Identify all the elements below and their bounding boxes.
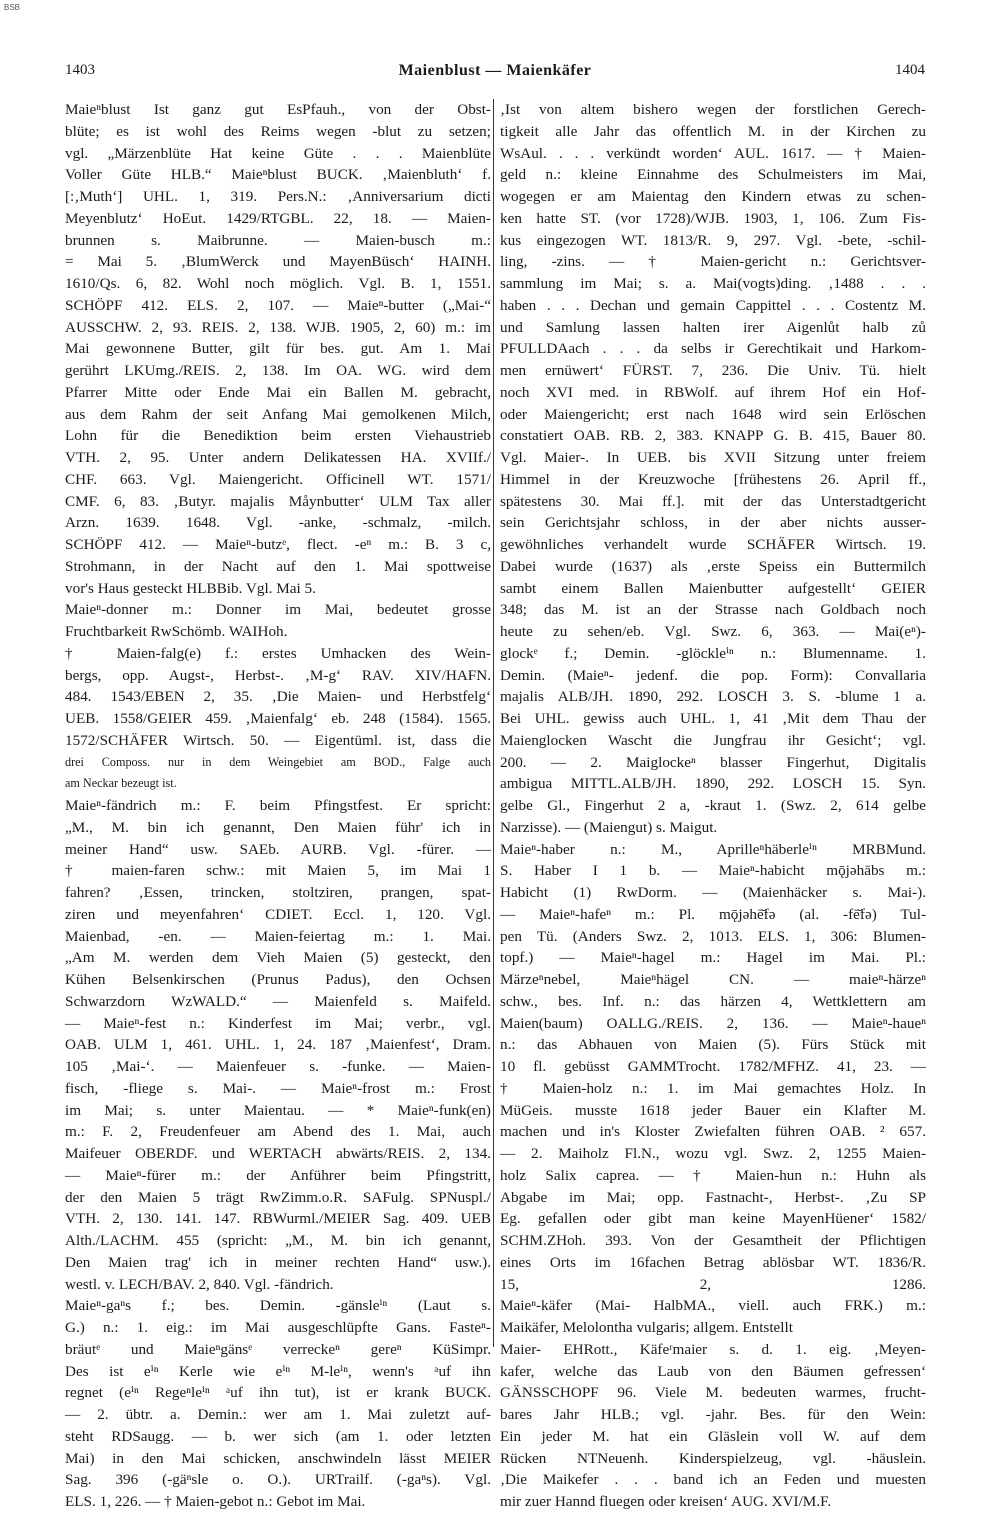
text-line: eines Orts im 16fachen Betrag ablösbar WT. 1836/R. (500, 1253, 926, 1271)
text-line: ziren und meyenfahren‘ CDIET. Eccl. 1, 120. Vgl. (65, 905, 491, 923)
text-line: fahren? ‚Essen, trincken, stoltziren, prangen, spat- (65, 884, 491, 901)
text-line: UEB. 1558/GEIER 459. ‚Maienfalg‘ eb. 248 (1584). 1565. (65, 710, 491, 727)
text-line: Maieⁿ-käfer (Mai- HalbMA., viell. auch FRK.) m.: (500, 1297, 926, 1315)
text-line: PFULLDAach . . . da selbs ir Gerechtikait und Harkom- (500, 340, 926, 358)
right-column (500, 99, 926, 1510)
text-line: schw., bes. Inf. n.: das härzen 4, Wettklettern am (500, 992, 926, 1010)
library-stamp: BSB (4, 3, 21, 12)
text-line: Des ist eⁱⁿ Kerle wie eⁱⁿ M-leⁱⁿ, wenn's ᵃuf ihn (65, 1362, 491, 1380)
text-line: 348; das M. ist an der Strasse nach Goldbach noch (500, 601, 926, 619)
text-line: Maieⁿ-donner m.: Donner im Mai, bedeutet grosse (65, 601, 491, 619)
text-line: vgl. „Märzenblüte Hat keine Güte . . . Maienblüte (65, 144, 491, 162)
text-line: Den Maien trag' ich in meiner rechten Hand“ usw.). (65, 1253, 491, 1271)
column-divider (493, 99, 494, 1347)
text-line: bergs, opp. Augst-, Herbst-. ‚M-g‘ RAV. XIV/HAFN. (65, 666, 491, 684)
text-line: aus dem Rahm der seit Anfang Mai gemolkenen Milch, (65, 405, 491, 423)
text-line: CMF. 6, 83. ‚Butyr. majalis Måynbutter‘ ULM Tax aller (65, 492, 491, 510)
text-line: regnet (eⁱⁿ Regeⁿleⁱⁿ ᵃuf ihn tut), ist er krank BUCK. (65, 1384, 491, 1402)
text-line: oder Maiengericht; erst nach 1648 wird sein Erlöschen (500, 405, 926, 423)
text-line: Maien(baum) OALLG./REIS. 2, 136. — Maieⁿ-haueⁿ (500, 1014, 926, 1032)
text-line: steht RDSaugg. — b. wer sich (am 1. oder letzten (65, 1427, 491, 1445)
text-line: — Maieⁿ-hafeⁿ m.: Pl. mǭjəhē̆fə (al. -fē̆fə) Tul- (500, 905, 926, 923)
text-line: holz Salix caprea. — † Maien-hun n.: Huhn als (500, 1166, 926, 1184)
text-line: Abgabe im Mai; opp. Fastnacht-, Herbst-. ‚Zu SP (500, 1188, 926, 1206)
text-line: Habicht (1) RwDorm. — (Maienhäcker s. Mai-). (500, 884, 926, 901)
text-line: der den Maien 5 trägt RwZimm.o.R. SAFulg. SPNuspl./ (65, 1188, 491, 1206)
text-line: Vgl. Maier-. In UEB. bis XVII Sitzung unter freiem (500, 449, 926, 466)
text-line: — 2. Maiholz Fl.N., wozu vgl. Swz. 2, 1255 Maien- (500, 1145, 926, 1162)
text-line: 1572/SCHÄFER Wirtsch. 50. — Eigentüml. ist, dass die (65, 731, 491, 749)
text-line: G.) n.: 1. eig.: im Mai ausgeschlüpfte Gans. Fasteⁿ- (65, 1319, 491, 1336)
text-line: — 2. übtr. a. Demin.: wer am 1. Mai zuletzt auf- (65, 1406, 491, 1423)
text-line: constatiert OAB. RB. 2, 383. KNAPP G. B. 415, Bauer 80. (500, 427, 926, 445)
text-line: Maienbad, -en. — Maien-feiertag m.: 1. Mai. (65, 927, 491, 945)
text-line: sammlung im Mai; s. a. Mai(vogts)ding. ‚1488 . . . (500, 275, 926, 292)
text-line: Alth./LACHM. 455 (spricht: „M., M. bin ich genannt, (65, 1232, 491, 1249)
text-line: SCHM.ZHoh. 393. Von der Gesamtheit der Pflichtigen (500, 1232, 926, 1249)
text-line: majalis ALB/JH. 1890, 292. LOSCH 3. S. -blume 1 a. (500, 688, 926, 706)
text-line: Kühen Belsenkirschen (Prunus Padus), den Ochsen (65, 971, 491, 988)
text-line: brunnen s. Maibrunne. — Maien-busch m.: (65, 231, 491, 249)
running-title: Maienblust — Maienkäfer (398, 62, 592, 79)
text-line: geld n.: kleine Einnahme des Schulmeisters im Mai, (500, 166, 926, 184)
text-line: Märzeⁿnebel, Maieⁿhägel CN. — maieⁿ-härzeⁿ (500, 971, 926, 988)
text-line: sein Gerichtsjahr schloss, in der aber nichts ausser- (500, 514, 926, 532)
text-line: 484. 1543/EBEN 2, 35. ‚Die Maien- und Herbstfelg‘ (65, 688, 491, 706)
text-line: glockᵉ f.; Demin. -glöckleⁱⁿ n.: Blumenname. 1. (500, 644, 926, 662)
text-line: Arzn. 1639. 1648. Vgl. -anke, -schmalz, -milch. (65, 514, 491, 532)
text-line: m.: F. 2, Freudenfeuer am Abend des 1. Mai, auch (65, 1123, 491, 1141)
text-line: am Neckar bezeugt ist. (65, 776, 177, 791)
text-line: ‚Die Maikefer . . . band ich an Feden und muesten (500, 1471, 926, 1489)
text-line: VTH. 2, 130. 141. 147. RBWurml./MEIER Sag. 409. UEB (65, 1210, 491, 1228)
text-line: CHF. 663. Vgl. Maiengericht. Officinell WT. 1571/ (65, 470, 491, 488)
text-line: Lohn für die Benediktion beim ersten Viehaustrieb (65, 427, 491, 445)
text-line: „M., M. bin ich genannt, Den Maien führ' ich in (65, 818, 491, 836)
text-line: 200. — 2. Maiglockeⁿ blasser Fingerhut, Digitalis (500, 753, 926, 771)
text-line: gelbe Gl., Fingerhut 2 a, -kraut 1. (Swz. 2, 614 gelbe (500, 797, 926, 814)
text-line: OAB. ULM 1, 461. UHL. 1, 24. 187 ‚Maienfest‘, Dram. (65, 1036, 491, 1054)
text-line: Maikäfer, Melolontha vulgaris; allgem. Entstellt (500, 1319, 793, 1336)
text-line: gewöhnliches verhandelt wurde SCHÄFER Wirtsch. 19. (500, 536, 926, 553)
text-line: Maieⁿ-gaⁿs f.; bes. Demin. -gänsleⁱⁿ (Laut s. (65, 1297, 491, 1315)
text-line: ambigua MITTL.ALB/JH. 1890, 292. LOSCH 15. Syn. (500, 775, 926, 793)
text-line: n.: das Abhauen von Maien (5). Fürs Stück mit (500, 1036, 926, 1054)
text-line: und Samlung lassen halten irer Aigenlůt halb zů (500, 318, 926, 336)
text-line: Demin. (Maieⁿ- jedenf. die pop. Form): Convallaria (500, 666, 926, 684)
text-line: men ernüwert‘ FÜRST. 7, 236. Die Univ. Tü. hielt (500, 362, 926, 379)
text-line: Voller Güte HLB.“ Maieⁿblust BUCK. ‚Maienbluth‘ f. (65, 166, 491, 184)
text-line: Maieⁿblust Ist ganz gut EsPfauh., von der Obst- (65, 101, 491, 118)
text-line: SCHÖPF 412. ELS. 2, 107. — Maieⁿ-butter („Mai-“ (65, 296, 491, 314)
text-line: 10 fl. gebüsst GAMMTrocht. 1782/MFHZ. 41, 23. — (500, 1058, 926, 1075)
text-line: sambt einem Ballen Maienbutter aufgestellt‘ GEIER (500, 579, 926, 597)
text-line: „Am M. werden dem Vieh Maien (5) gesteckt, den (65, 949, 491, 967)
text-line: Rücken NTNeuenh. Kinderspielzeug, vgl. -häuslein. (500, 1449, 926, 1467)
text-line: westl. v. LECH/BAV. 2, 840. Vgl. -fändrich. (65, 1275, 334, 1293)
text-line: Eg. gefallen oder gibt man keine MayenHüener‘ 1582/ (500, 1210, 926, 1228)
text-line: topf.) — Maieⁿ-hagel m.: Hagel im Mai. Pl.: (500, 949, 926, 967)
text-line: tigkeit alle Jahr das offentlich M. in der Kirchen zu (500, 122, 926, 140)
text-line: blüte; es ist wohl des Reims wegen -blut zu setzen; (65, 122, 491, 140)
text-line: Dabei wurde (1637) als ‚erste Speiss ein Buttermilch (500, 557, 926, 575)
text-line: fisch, -fliege s. Mai-. — Maieⁿ-frost m.: Frost (65, 1079, 491, 1097)
text-line: Narzisse). — (Maiengut) s. Maigut. (500, 818, 718, 836)
text-line: noch XVI med. in RBWolf. auf ihrem Hof ein Hof- (500, 383, 926, 401)
left-column (65, 99, 491, 1510)
text-line: pen Tü. (Anders Swz. 2, 1013. ELS. 1, 306: Blumen- (500, 927, 926, 945)
text-line: MüGeis. musste 1618 jeder Bauer ein Klafter M. (500, 1101, 926, 1119)
text-line: Maier- EHRott., Käfeʳmaier s. d. 1. eig. ‚Meyen- (500, 1340, 926, 1358)
text-line: Meyenblutz‘ HoEut. 1429/RTGBL. 22, 18. — Maien- (65, 209, 491, 227)
text-line: GÄNSSCHOPF 96. Viele M. bedeuten warmes, frucht- (500, 1384, 926, 1402)
text-line: ‚Ist von altem bishero wegen der forstlichen Gerech- (500, 101, 926, 118)
text-line: † Maien-holz n.: 1. im Mai gemachtes Holz. In (500, 1079, 926, 1097)
text-line: wogegen er am Maientag den Kindern etwas zu schen- (500, 188, 926, 205)
text-line: † maien-faren schw.: mit Maien 5, im Mai 1 (65, 862, 491, 880)
text-line: Mai gewonnene Butter, gilt für bes. gut. Am 1. Mai (65, 340, 491, 358)
text-line: Maienglocken Wascht die Jungfrau ihr Gesicht‘; vgl. (500, 731, 926, 749)
text-line: [:‚Muth‘] UHL. 1, 319. Pers.N.: ‚Anniversarium dicti (65, 188, 491, 205)
text-line: bräutᵉ und Maieⁿgänsᵉ verreckeⁿ gereⁿ KüSimpr. (65, 1340, 491, 1358)
text-line: mir zuer Hannd fluegen oder kreisen‘ AUG. XVI/M.F. (500, 1493, 832, 1510)
text-line: Mai) in den Mai schicken, anschwindeln lässt MEIER (65, 1449, 491, 1467)
text-line: † Maien-falg(e) f.: erstes Umhacken des Wein- (65, 644, 491, 662)
text-line: drei Composs. nur in dem Weingebiet am BOD., Falge auch (65, 754, 491, 769)
page-number-right: 1404 (895, 62, 925, 78)
text-line: Schwarzdorn WzWALD.“ — Maienfeld s. Maifeld. (65, 992, 491, 1010)
text-line: Maifeuer OBERDF. und WERTACH abwärts/REIS. 2, 134. (65, 1145, 491, 1162)
text-line: Himmel in der Kreuzwoche [frühestens 26. April ff., (500, 470, 926, 488)
text-line: AUSSCHW. 2, 93. REIS. 2, 138. WJB. 1905, 2, 60) m.: im (65, 318, 491, 336)
text-line: kus eingezogen WT. 1813/R. 9, 297. Vgl. -bete, -schil- (500, 231, 926, 249)
text-line: Maieⁿ-fändrich m.: F. beim Pfingstfest. Er spricht: (65, 797, 491, 814)
text-line: SCHÖPF 412. — Maieⁿ-butzᵉ, flect. -eⁿ m.: B. 3 c, (65, 536, 491, 553)
text-line: WsAul. . . . verkündt worden‘ AUL. 1617. — † Maien- (500, 144, 926, 162)
text-line: machen und in's Kloster Zwiefalten führen OAB. ² 657. (500, 1123, 926, 1141)
page-number-left: 1403 (65, 62, 95, 78)
text-line: ELS. 1, 226. — † Maien-gebot n.: Gebot im Mai. (65, 1493, 366, 1510)
text-line: Bei UHL. gewiss auch UHL. 1, 41 ‚Mit dem Thau der (500, 710, 926, 727)
text-line: S. Haber I 1 b. — Maieⁿ-habicht mǭjəhābs m.: (500, 862, 926, 880)
text-line: Pfarrer Mitte oder Ende Mai ein Ballen M. gebracht, (65, 383, 491, 401)
text-line: heute zu sehen/eb. Vgl. Swz. 6, 363. — Mai(eⁿ)- (500, 623, 926, 640)
text-line: 105 ‚Mai-‘. — Maienfeuer s. -funke. — Maien- (65, 1058, 491, 1075)
text-line: Ein jeder M. hat ein Gläslein voll W. auf dem (500, 1427, 926, 1445)
text-line: kafer, welche das Laub von den Bäumen gefressen‘ (500, 1362, 926, 1380)
text-line: ken hatte ST. (vor 1728)/WJB. 1903, 1, 106. Zum Fis- (500, 209, 926, 227)
text-line: VTH. 2, 95. Unter andern Delikatessen HA. XVIIf./ (65, 449, 491, 466)
text-line: Maieⁿ-haber n.: M., Aprilleⁿhäberleⁱⁿ MRBMund. (500, 840, 926, 858)
text-line: im Mai; s. unter Maientau. — * Maieⁿ-funk(en) (65, 1101, 491, 1119)
text-line: Fruchtbarkeit RwSchömb. WAIHoh. (65, 623, 288, 640)
text-line: 15, 2, 1286. (500, 1275, 926, 1293)
text-line: — Maieⁿ-fürer m.: der Anführer beim Pfingstritt, (65, 1166, 491, 1184)
text-line: 1610/Qs. 6, 82. Wohl noch möglich. Vgl. B. 1, 1551. (65, 275, 491, 292)
text-line: spätestens 30. Mai ff.]. mit der das Unterstadtgericht (500, 492, 926, 510)
text-line: Strohmann, in der Nacht auf den 1. Mai spottweise (65, 557, 491, 575)
text-line: vor's Haus gesteckt HLBBib. Vgl. Mai 5. (65, 579, 316, 597)
text-line: bares Jahr HLB.; vgl. -jahr. Bes. für den Wein: (500, 1406, 926, 1423)
text-line: gerührt LKUmg./REIS. 2, 138. Im OA. WG. wird dem (65, 362, 491, 379)
page-header (65, 62, 925, 84)
text-line: Sag. 396 (-gäⁿsle o. O.). URTrailf. (-gaⁿs). Vgl. (65, 1471, 491, 1489)
text-line: ling, -zins. — † Maien-gericht n.: Gerichtsver- (500, 253, 926, 271)
text-line: — Maieⁿ-fest n.: Kinderfest im Mai; verbr., vgl. (65, 1014, 491, 1032)
text-line: meiner Hand“ usw. SAEb. AURB. Vgl. -fürer. — (65, 840, 491, 858)
text-line: haben . . . Dechan und gemain Cappittel . . . Costentz M. (500, 296, 926, 314)
text-line: = Mai 5. ‚BlumWerck und MayenBüsch‘ HAINH. (65, 253, 491, 271)
